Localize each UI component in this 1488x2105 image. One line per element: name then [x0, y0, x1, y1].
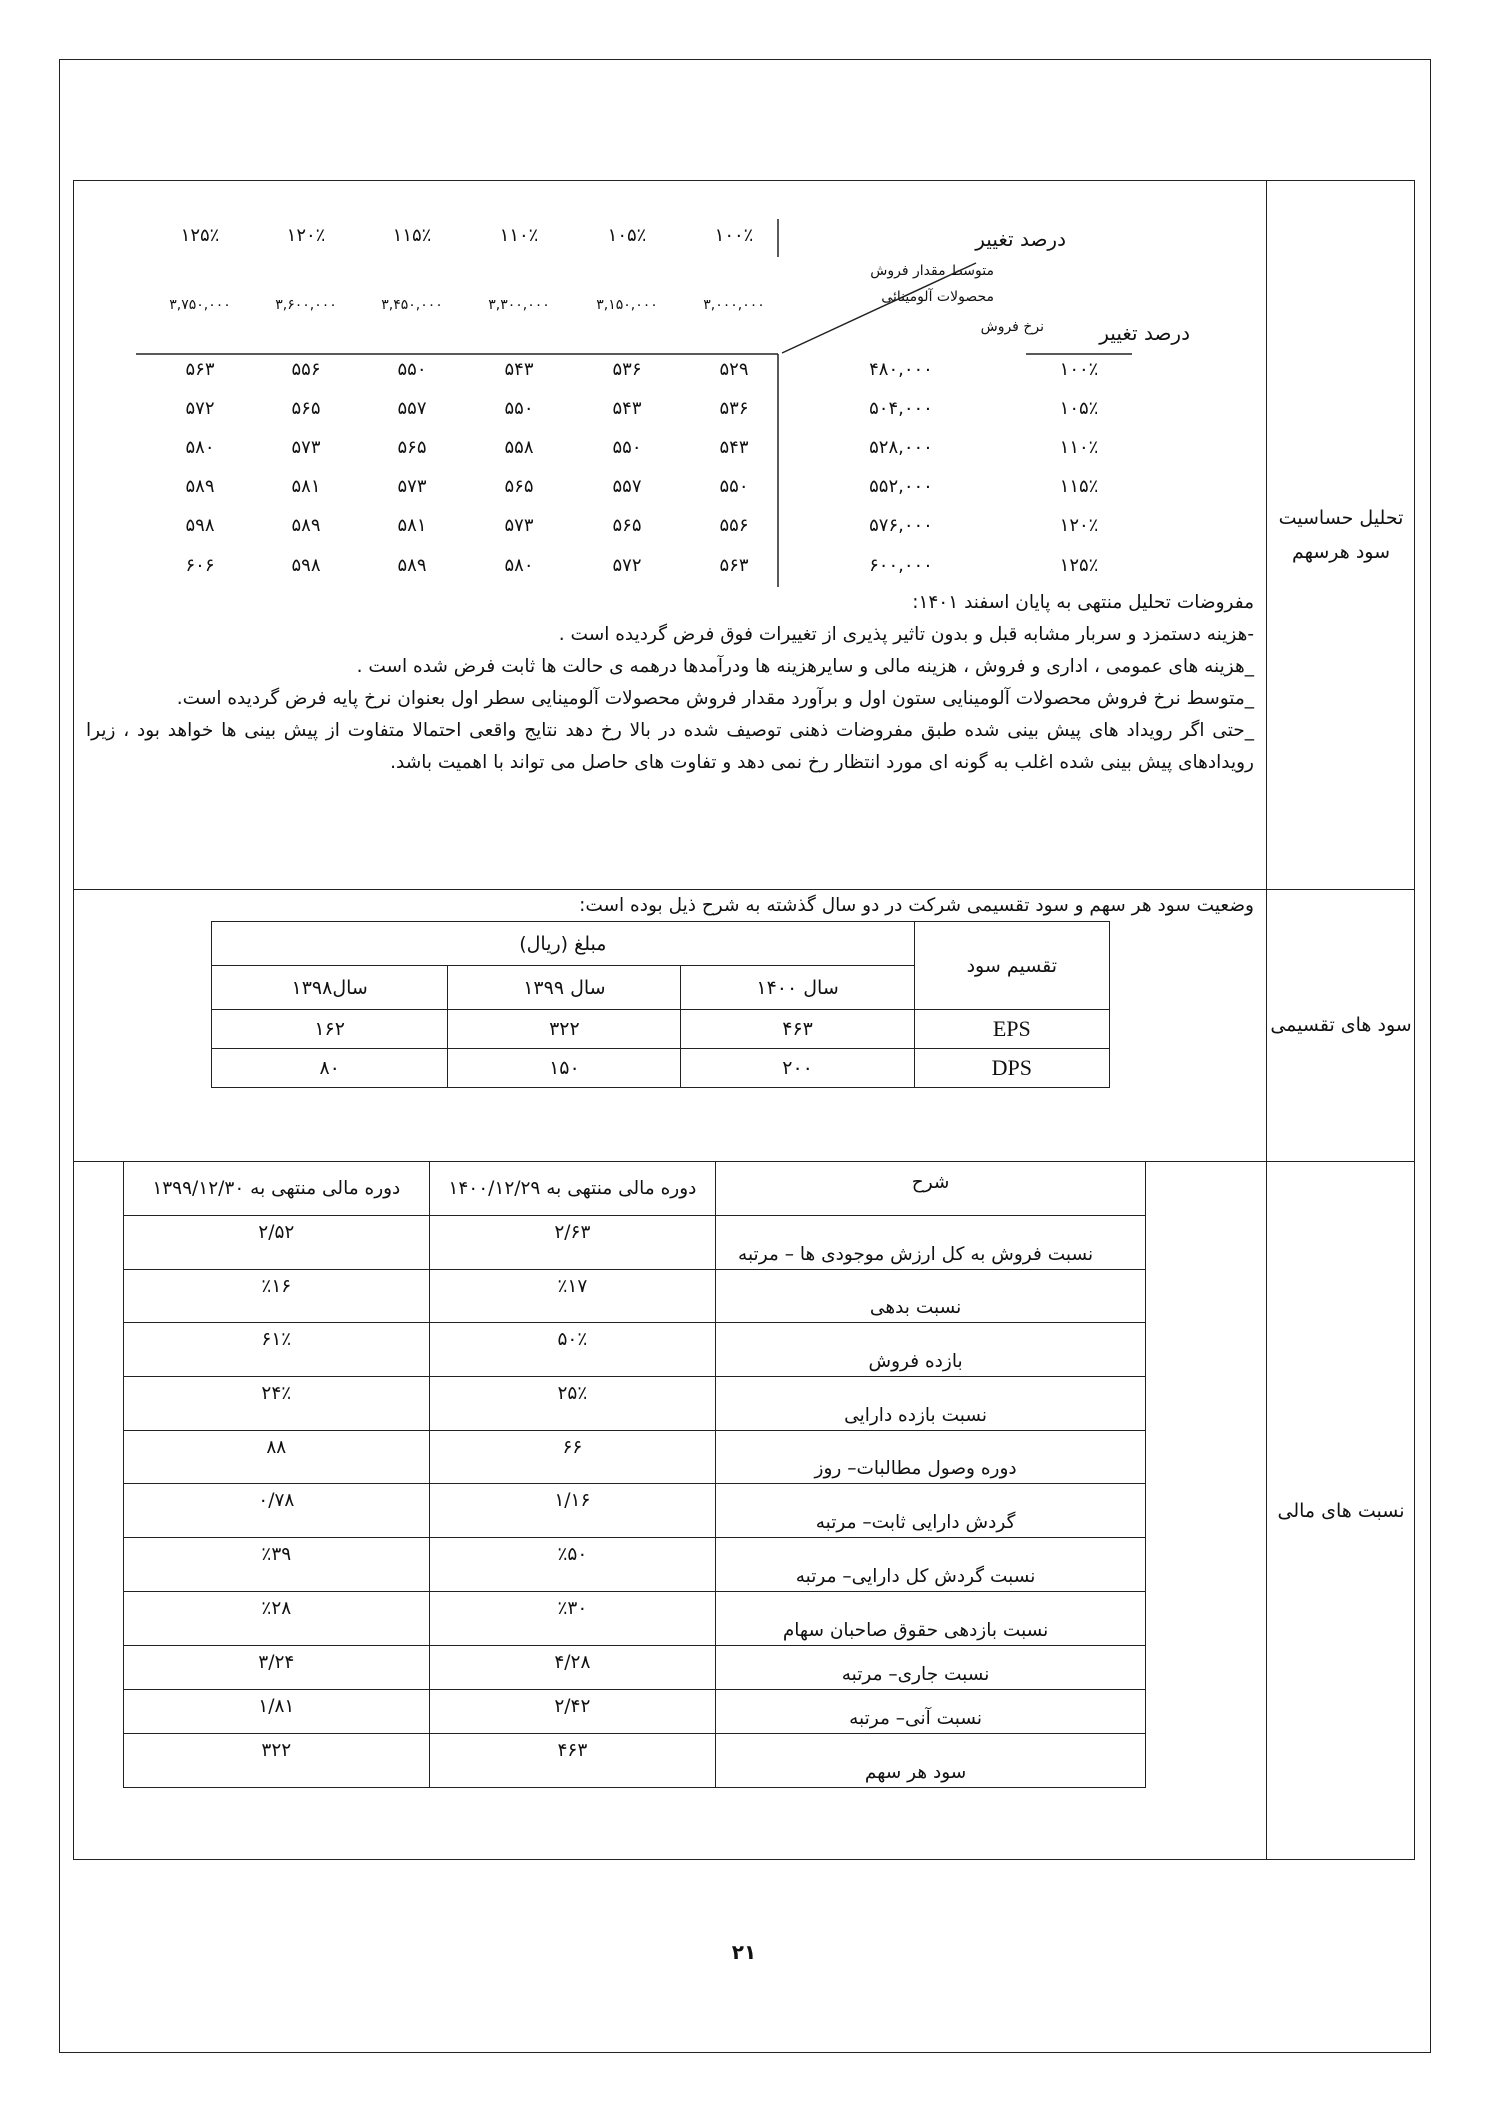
sensitivity-cell: ۵۸۱ — [291, 476, 321, 497]
row-pct-6: ۱۲۵٪ — [1059, 555, 1099, 576]
ratio-value-1400: ۶۶ — [429, 1431, 716, 1484]
sensitivity-cell: ۵۷۳ — [504, 515, 534, 536]
outer-table — [73, 180, 1415, 1860]
row-pct-2: ۱۰۵٪ — [1059, 398, 1099, 419]
ratio-name: نسبت آنی– مرتبه — [716, 1690, 1146, 1734]
col-pct-3: ۱۱۰٪ — [499, 225, 539, 246]
ratio-value-1399: ۲/۵۲ — [124, 1216, 430, 1270]
assumptions-block — [86, 587, 1254, 779]
col-pct-6: ۱۲۵٪ — [180, 225, 220, 246]
table-row — [124, 1734, 1146, 1788]
ratios-label: نسبت های مالی — [1277, 1500, 1405, 1522]
ratio-value-1400: ۱/۱۶ — [429, 1484, 716, 1538]
table-row — [124, 1646, 1146, 1690]
sensitivity-cell: ۵۷۲ — [185, 398, 215, 419]
table-row — [124, 1690, 1146, 1734]
row-price-4: ۵۵۲,۰۰۰ — [869, 476, 933, 497]
col-header-label: درصد تغییر — [975, 227, 1066, 251]
sensitivity-label: تحلیل حساسیت سود هرسهم — [1278, 507, 1404, 563]
assumption-1: -هزینه دستمزد و سربار مشابه قبل و بدون تاثیر پذیری از تغییرات فوق فرض گردیده است . — [558, 624, 1254, 645]
ratio-name: نسبت گردش کل دارایی– مرتبه — [716, 1538, 1146, 1592]
ratio-name: نسبت جاری– مرتبه — [716, 1646, 1146, 1690]
assumption-4: _حتی اگر رویداد های پیش بینی شده طبق مفروضات ذهنی توصیف شده در بالا رخ دهد نتایج واقعی احتمالا متفاوت از پیش بینی ها خواهد بود ، زیرا رویدادهای پیش بینی شده اغلب به گونه ای مورد انتظار رخ نمی دهد و تفاوت های حاصل می تواند با اهمیت باشد. — [86, 720, 1254, 773]
table-row — [124, 1592, 1146, 1646]
sensitivity-cell: ۵۸۹ — [397, 555, 427, 576]
ratio-value-1399: ۳۲۲ — [124, 1734, 430, 1788]
table-row — [124, 1270, 1146, 1323]
assumptions-title: مفروضات تحلیل منتهی به پایان اسفند ۱۴۰۱: — [912, 592, 1254, 613]
ratio-value-1399: ۸۸ — [124, 1431, 430, 1484]
row-pct-1: ۱۰۰٪ — [1059, 359, 1099, 380]
row-price-3: ۵۲۸,۰۰۰ — [869, 437, 933, 458]
ratio-name: دوره وصول مطالبات– روز — [716, 1431, 1146, 1484]
sensitivity-cell: ۵۵۰ — [612, 437, 642, 458]
ratio-value-1400: ٪۳۰ — [429, 1592, 716, 1646]
row-pct-5: ۱۲۰٪ — [1059, 515, 1099, 536]
sensitivity-cell: ۵۵۶ — [719, 515, 749, 536]
ratio-value-1399: ۶۱٪ — [124, 1323, 430, 1377]
row-pct-3: ۱۱۰٪ — [1059, 437, 1099, 458]
col-volume-1: ۳,۰۰۰,۰۰۰ — [703, 297, 765, 313]
sensitivity-cell: ۵۲۹ — [719, 359, 749, 380]
table-row — [212, 1010, 1110, 1049]
div-year-1: سال ۱۴۰۰ — [681, 966, 914, 1010]
col-volume-4: ۳,۴۵۰,۰۰۰ — [381, 297, 443, 313]
row-sub-label: نرخ فروش — [980, 319, 1044, 335]
ratio-value-1399: ۲۴٪ — [124, 1377, 430, 1431]
ratio-value-1399: ۱/۸۱ — [124, 1690, 430, 1734]
sensitivity-cell: ۵۶۵ — [291, 398, 321, 419]
sensitivity-cell: ۵۸۰ — [185, 437, 215, 458]
table-row — [124, 1377, 1146, 1431]
sensitivity-cell: ۵۹۸ — [185, 515, 215, 536]
ratio-value-1399: ۳/۲۴ — [124, 1646, 430, 1690]
sensitivity-cell: ۵۸۰ — [504, 555, 534, 576]
sensitivity-cell: ۵۴۳ — [504, 359, 534, 380]
sensitivity-cell: ۵۳۶ — [612, 359, 642, 380]
row-header-label: درصد تغییر — [1099, 321, 1190, 345]
dividends-label: سود های تقسیمی — [1270, 1014, 1412, 1036]
sensitivity-cell: ۶۰۶ — [185, 555, 215, 576]
sensitivity-cell: ۵۷۲ — [612, 555, 642, 576]
dividends-intro: وضعیت سود هر سهم و سود تقسیمی شرکت در دو سال گذشته به شرح ذیل بوده است: — [579, 895, 1254, 916]
div-header-amount: مبلغ (ریال) — [212, 922, 915, 966]
ratio-value-1399: ٪۱۶ — [124, 1270, 430, 1323]
ratios-section — [74, 1161, 1266, 1861]
ratios-table — [123, 1161, 1146, 1788]
div-cell: ۲۰۰ — [681, 1049, 914, 1088]
sensitivity-cell: ۵۶۳ — [719, 555, 749, 576]
sensitivity-cell: ۵۶۵ — [612, 515, 642, 536]
ratio-value-1400: ۲۵٪ — [429, 1377, 716, 1431]
sensitivity-cell: ۵۸۹ — [291, 515, 321, 536]
sensitivity-cell: ۵۵۶ — [291, 359, 321, 380]
dividends-table — [211, 921, 1110, 1088]
ratio-value-1400: ٪۱۷ — [429, 1270, 716, 1323]
div-header-name: تقسیم سود — [914, 922, 1109, 1010]
ratio-value-1399: ۰/۷۸ — [124, 1484, 430, 1538]
ratio-name: نسبت بازدهی حقوق صاحبان سهام — [716, 1592, 1146, 1646]
ratio-value-1400: ۴/۲۸ — [429, 1646, 716, 1690]
sensitivity-cell: ۵۵۷ — [397, 398, 427, 419]
row-pct-4: ۱۱۵٪ — [1059, 476, 1099, 497]
row-price-2: ۵۰۴,۰۰۰ — [869, 398, 933, 419]
sensitivity-cell: ۵۶۵ — [397, 437, 427, 458]
row-price-6: ۶۰۰,۰۰۰ — [869, 555, 933, 576]
div-cell: ۱۵۰ — [448, 1049, 681, 1088]
div-row-name: DPS — [914, 1049, 1109, 1088]
table-row — [124, 1216, 1146, 1270]
ratio-value-1399: ٪۳۹ — [124, 1538, 430, 1592]
assumption-3: _متوسط نرخ فروش محصولات آلومینایی ستون اول و برآورد مقدار فروش محصولات آلومینایی سطر اول بعنوان نرخ پایه فرض گردیده است. — [176, 688, 1254, 709]
sensitivity-cell: ۵۵۰ — [397, 359, 427, 380]
sensitivity-cell: ۵۸۱ — [397, 515, 427, 536]
div-year-2: سال ۱۳۹۹ — [448, 966, 681, 1010]
sensitivity-section — [74, 181, 1266, 889]
col-sub-label-2: محصولات آلومینائی — [881, 289, 994, 305]
ratio-value-1400: ۵۰٪ — [429, 1323, 716, 1377]
sensitivity-cell: ۵۵۸ — [504, 437, 534, 458]
div-cell: ۸۰ — [212, 1049, 448, 1088]
col-volume-5: ۳,۶۰۰,۰۰۰ — [275, 297, 337, 313]
div-cell: ۴۶۳ — [681, 1010, 914, 1049]
ratios-header-2: دوره مالی منتهی به ۱۴۰۰/۱۲/۲۹ — [429, 1162, 716, 1216]
sensitivity-cell: ۵۴۳ — [719, 437, 749, 458]
ratios-header-3: دوره مالی منتهی به ۱۳۹۹/۱۲/۳۰ — [124, 1162, 430, 1216]
page-number: ۲۱ — [731, 1940, 757, 1964]
col-volume-3: ۳,۳۰۰,۰۰۰ — [488, 297, 550, 313]
row-price-5: ۵۷۶,۰۰۰ — [869, 515, 933, 536]
div-cell: ۱۶۲ — [212, 1010, 448, 1049]
col-volume-2: ۳,۱۵۰,۰۰۰ — [596, 297, 658, 313]
ratio-value-1400: ۲/۴۲ — [429, 1690, 716, 1734]
ratio-value-1400: ٪۵۰ — [429, 1538, 716, 1592]
ratios-header-name: شرح — [716, 1162, 1146, 1216]
col-volume-6: ۳,۷۵۰,۰۰۰ — [169, 297, 231, 313]
sensitivity-cell: ۵۶۵ — [504, 476, 534, 497]
col-pct-2: ۱۰۵٪ — [607, 225, 647, 246]
col-pct-4: ۱۱۵٪ — [392, 225, 432, 246]
table-row — [212, 1049, 1110, 1088]
sensitivity-cell: ۵۴۳ — [612, 398, 642, 419]
ratios-header-row — [124, 1162, 1146, 1216]
assumption-2: _هزینه های عمومی ، اداری و فروش ، هزینه مالی و سایرهزینه ها ودرآمدها درهمه ی حالت ها ثابت فرض شده است . — [356, 656, 1254, 677]
sensitivity-cell: ۵۷۳ — [397, 476, 427, 497]
table-row — [124, 1484, 1146, 1538]
col-pct-5: ۱۲۰٪ — [286, 225, 326, 246]
div-row-name: EPS — [914, 1010, 1109, 1049]
ratio-value-1399: ٪۲۸ — [124, 1592, 430, 1646]
ratio-value-1400: ۲/۶۳ — [429, 1216, 716, 1270]
sensitivity-cell: ۵۵۰ — [719, 476, 749, 497]
ratio-name: بازده فروش — [716, 1323, 1146, 1377]
ratio-name: سود هر سهم — [716, 1734, 1146, 1788]
diagonal-corner-line — [782, 263, 976, 353]
table-row — [124, 1538, 1146, 1592]
ratio-value-1400: ۴۶۳ — [429, 1734, 716, 1788]
ratio-name: نسبت بدهی — [716, 1270, 1146, 1323]
sensitivity-cell: ۵۶۳ — [185, 359, 215, 380]
ratio-name: نسبت بازده دارایی — [716, 1377, 1146, 1431]
col-sub-label-1: متوسط مقدار فروش — [870, 263, 994, 279]
div-year-3: سال۱۳۹۸ — [212, 966, 448, 1010]
div-cell: ۳۲۲ — [448, 1010, 681, 1049]
sensitivity-cell: ۵۸۹ — [185, 476, 215, 497]
col-pct-1: ۱۰۰٪ — [714, 225, 754, 246]
dividends-section — [74, 889, 1266, 1161]
label-column-divider — [1266, 181, 1267, 1859]
sensitivity-cell: ۵۳۶ — [719, 398, 749, 419]
sensitivity-cell: ۵۵۰ — [504, 398, 534, 419]
sensitivity-cell: ۵۷۳ — [291, 437, 321, 458]
table-row — [124, 1323, 1146, 1377]
sensitivity-cell: ۵۹۸ — [291, 555, 321, 576]
row-price-1: ۴۸۰,۰۰۰ — [869, 359, 933, 380]
table-row — [124, 1431, 1146, 1484]
ratio-name: نسبت فروش به کل ارزش موجودی ها – مرتبه — [716, 1216, 1146, 1270]
sensitivity-cell: ۵۵۷ — [612, 476, 642, 497]
ratio-name: گردش دارایی ثابت– مرتبه — [716, 1484, 1146, 1538]
